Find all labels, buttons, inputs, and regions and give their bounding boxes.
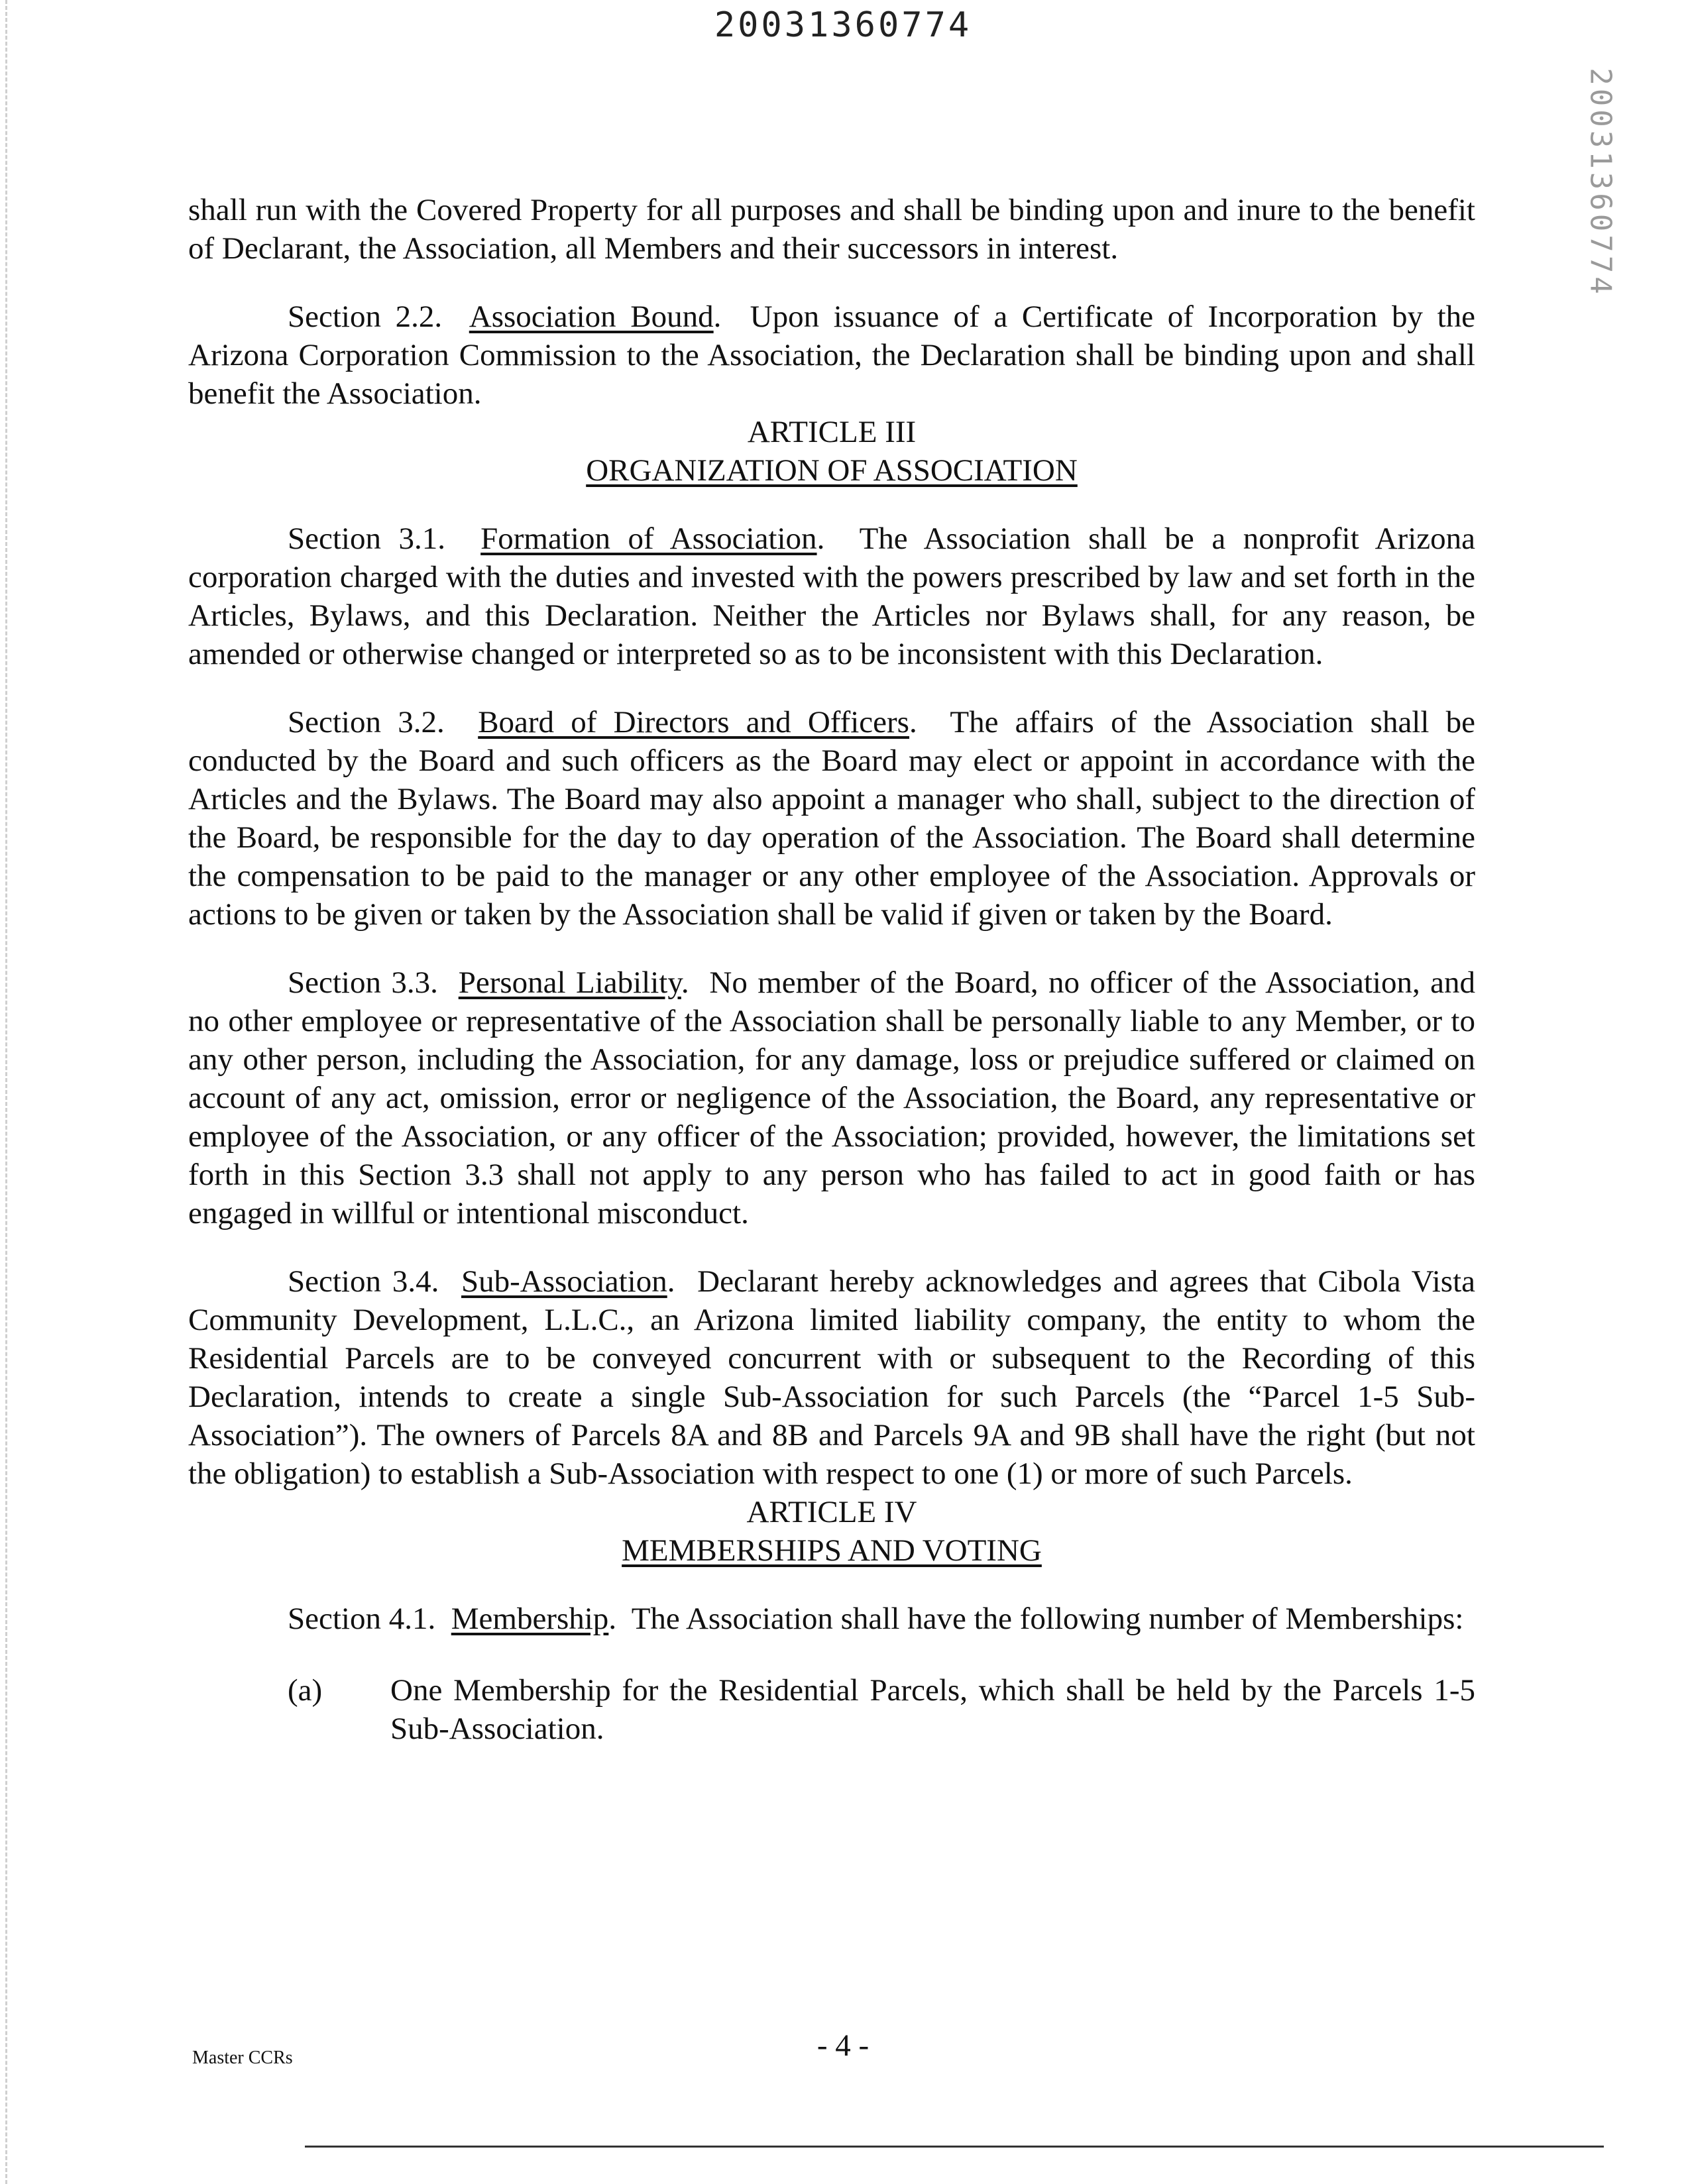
section-3-1-number: Section 3.1. xyxy=(288,521,446,556)
section-3-3-title: Personal Liability xyxy=(458,965,681,1000)
list-item-a-text: One Membership for the Residential Parcels, which shall be held by the Parcels 1-5 Sub-Association. xyxy=(390,1673,1475,1746)
section-3-3: Section 3.3. Personal Liability. No member of the Board, no officer of the Association, and no other employee or representative of the Association shall be personally liable to any Member, or to any other person, including the Association, for any damage, loss or prejudice suffered or claimed on account of any act, omission, error or negligence of the Association, the Board, any representative or employee of the Association, or any officer of the Association; provided, however, the limitations set forth in this Section 3.3 shall not apply to any person who has failed to act in good faith or has engaged in willful or intentional misconduct. xyxy=(188,965,1476,1230)
section-3-3-number: Section 3.3. xyxy=(288,965,438,1000)
section-4-1: Section 4.1. Membership. The Association shall have the following number of Memberships: xyxy=(288,1602,1464,1636)
section-2-2-text: Upon issuance of a Certificate of Incorporation by the Arizona Corporation Commission to the Association, the Declaration shall be binding upon and shall benefit the Association. xyxy=(188,300,1475,411)
article-3-title-text: ORGANIZATION OF ASSOCIATION xyxy=(586,453,1078,488)
section-4-1-title: Membership xyxy=(451,1602,609,1636)
section-3-4: Section 3.4. Sub-Association. Declarant hereby acknowledges and agrees that Cibola Vista Community Development, L.L.C., an Arizona limited liability company, the entity to whom the Residential Parcels are to be conveyed concurrent with or subsequent to the Recording of this Declaration, intends to create a single Sub-Association for such Parcels (the “Parcel 1-5 Sub-Association”). The owners of Parcels 8A and 8B and Parcels 9A and 9B shall have the right (but not the obligation) to establish a Sub-Association with respect to one (1) or more of such Parcels. xyxy=(188,1264,1476,1491)
section-4-1-text: The Association shall have the following number of Memberships: xyxy=(631,1602,1464,1636)
bottom-rule xyxy=(305,2146,1604,2148)
list-item-a-label: (a) xyxy=(288,1673,323,1708)
recording-number: 20031360774 xyxy=(714,5,972,45)
section-2-2-number: Section 2.2. xyxy=(288,300,443,334)
article-3-number: ARTICLE III xyxy=(747,415,917,449)
section-3-2-title: Board of Directors and Officers xyxy=(478,705,909,739)
article-4-number: ARTICLE IV xyxy=(746,1495,917,1529)
article-4-title xyxy=(188,1531,1475,1570)
page-number: - 4 - xyxy=(816,2028,870,2063)
list-item-a xyxy=(288,1671,1475,1748)
intro-paragraph: shall run with the Covered Property for all purposes and shall be binding upon and inure to the benefit of Declarant, the Association, all Members and their successors in interest. xyxy=(188,193,1475,266)
article-3-title xyxy=(188,451,1475,490)
side-stamp-text: 20031360774 xyxy=(1583,67,1618,298)
section-2-2: Section 2.2. Association Bound. Upon issuance of a Certificate of Incorporation by the Arizona Corporation Commission to the Association, the Declaration shall be binding upon and shall benefit the Association. xyxy=(188,300,1475,411)
section-4-1-number: Section 4.1. xyxy=(288,1602,436,1636)
section-3-4-title: Sub-Association xyxy=(461,1264,667,1299)
section-3-2-text: The affairs of the Association shall be conducted by the Board and such officers as the Board may elect or appoint in accordance with the Articles and the Bylaws. The Board may also appoint a manager who shall, subject to the direction of the Board, be responsible for the day to day operation of the Association. The Board shall determine the compensation to be paid to the manager or any other employee of the Association. Approvals or actions to be given or taken by the Association shall be valid if given or taken by the Board. xyxy=(188,705,1476,932)
section-3-1-text: The Association shall be a nonprofit Arizona corporation charged with the duties and invested with the powers prescribed by law and set forth in the Articles, Bylaws, and this Declaration. Neither the Articles nor Bylaws shall, for any reason, be amended or otherwise changed or interpreted so as to be inconsistent with this Declaration. xyxy=(188,521,1475,671)
binding-edge-marks xyxy=(5,0,10,2184)
section-3-1-title: Formation of Association xyxy=(480,521,817,556)
section-2-2-title: Association Bound xyxy=(469,300,714,334)
section-3-2: Section 3.2. Board of Directors and Officers. The affairs of the Association shall be conducted by the Board and such officers as the Board may elect or appoint in accordance with the Articles and the Bylaws. The Board may also appoint a manager who shall, subject to the direction of the Board, be responsible for the day to day operation of the Association. The Board shall determine the compensation to be paid to the manager or any other employee of the Association. Approvals or actions to be given or taken by the Association shall be valid if given or taken by the Board. xyxy=(188,705,1476,932)
section-3-4-number: Section 3.4. xyxy=(288,1264,439,1299)
section-3-4-text: Declarant hereby acknowledges and agrees that Cibola Vista Community Development, L.L.C., an Arizona limited liability company, the entity to whom the Residential Parcels are to be conveyed concurrent with or subsequent to the Recording of this Declaration, intends to create a single Sub-Association for such Parcels (the “Parcel 1-5 Sub-Association”). The owners of Parcels 8A and 8B and Parcels 9A and 9B shall have the right (but not the obligation) to establish a Sub-Association with respect to one (1) or more of such Parcels. xyxy=(188,1264,1476,1491)
article-4-title-text: MEMBERSHIPS AND VOTING xyxy=(622,1533,1042,1568)
side-stamp xyxy=(1564,67,1637,298)
section-3-2-number: Section 3.2. xyxy=(288,705,445,739)
document-body xyxy=(188,191,1475,1748)
section-3-3-text: No member of the Board, no officer of the Association, and no other employee or representative of the Association shall be personally liable to any Member, or to any other person, including the Association, for any damage, loss or prejudice suffered or claimed on account of any act, omission, error or negligence of the Association, the Board, any representative or employee of the Association, or any officer of the Association; provided, however, the limitations set forth in this Section 3.3 shall not apply to any person who has failed to act in good faith or has engaged in willful or intentional misconduct. xyxy=(188,965,1476,1230)
section-3-1: Section 3.1. Formation of Association. The Association shall be a nonprofit Arizona corporation charged with the duties and invested with the powers prescribed by law and set forth in the Articles, Bylaws, and this Declaration. Neither the Articles nor Bylaws shall, for any reason, be amended or otherwise changed or interpreted so as to be inconsistent with this Declaration. xyxy=(188,521,1475,671)
footer-document-name: Master CCRs xyxy=(192,2048,293,2068)
